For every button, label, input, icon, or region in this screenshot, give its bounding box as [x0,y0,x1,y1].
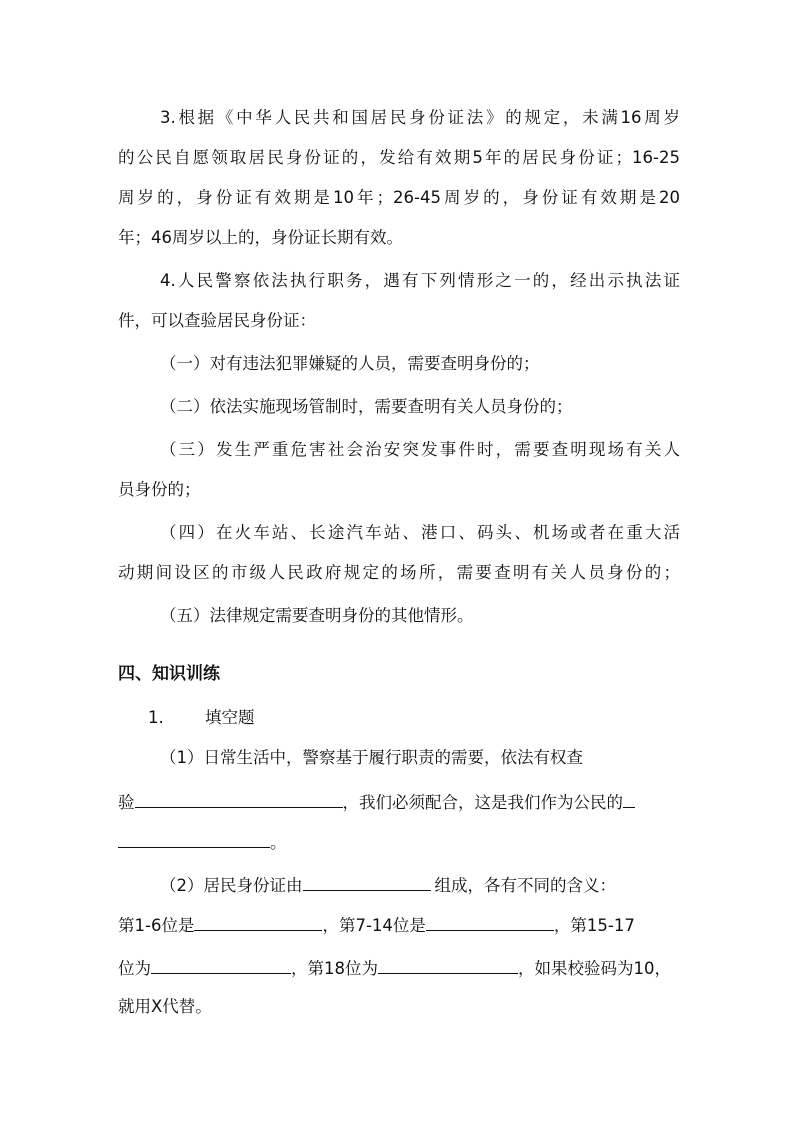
question-title: 填空题 [205,708,255,727]
paragraph-3-line-2: 的公民自愿领取居民身份证的，发给有效期5年的居民身份证；16-25 [118,148,680,167]
q1-text-b: ，我们必须配合，这是我们作为公民的 [342,793,623,812]
q1-blank-2[interactable] [118,829,270,848]
paragraph-3-line-3: 周岁的，身份证有效期是10年；26-45周岁的，身份证有效期是20 [118,188,680,207]
q1-text-a: 验 [118,793,135,812]
q2-text-h: ，如果校验码为10， [518,959,671,978]
list-item-5: （五）法律规定需要查明身份的其他情形。 [160,606,474,625]
q2-line-1 [160,872,616,898]
q2-text-a: （2）居民身份证由 [160,876,303,895]
list-item-4-line-2: 动期间设区的市级人民政府规定的场所，需要查明有关人员身份的； [118,563,680,582]
paragraph-3-line-4: 年；46周岁以上的，身份证长期有效。 [118,228,403,247]
q2-blank-4[interactable] [151,955,291,974]
q1-text-end: 。 [270,833,287,852]
section-title: 四、知识训练 [118,664,220,684]
list-item-4-line-1: （四）在火车站、长途汽车站、港口、码头、机场或者在重大活 [160,523,680,542]
q2-blank-2[interactable] [194,912,322,931]
q2-line-2 [118,912,635,938]
paragraph-4-line-2: 件，可以查验居民身份证： [118,311,316,330]
list-item-3-line-1: （三）发生严重危害社会治安突发事件时，需要查明现场有关人 [160,440,680,459]
q1-blank-2-start[interactable] [623,789,635,808]
q2-line-3 [118,955,671,981]
q2-text-c: 第1-6位是 [118,916,195,935]
list-item-1: （一）对有违法犯罪嫌疑的人员，需要查明身份的； [160,354,540,373]
paragraph-4-line-1: 4.人民警察依法执行职务，遇有下列情形之一的，经出示执法证 [160,271,680,290]
q2-text-g: ，第18位为 [291,959,378,978]
q1-blank-1[interactable] [135,789,343,808]
q2-text-e: ，第15-17 [553,916,635,935]
q2-blank-1[interactable] [303,872,431,891]
question-number: 1. [148,708,164,727]
q2-text-f: 位为 [118,959,151,978]
q1-line-1: （1）日常生活中，警察基于履行职责的需要，依法有权查 [160,748,583,767]
q2-text-b: 组成，各有不同的含义： [434,876,616,895]
q2-blank-3[interactable] [426,912,554,931]
list-item-2: （二）依法实施现场管制时，需要查明有关人员身份的； [160,397,573,416]
q2-blank-5[interactable] [378,955,518,974]
q1-line-2 [118,789,635,815]
q2-line-4: 就用X代替。 [118,997,212,1016]
paragraph-3-line-1: 3.根据《中华人民共和国居民身份证法》的规定，未满16周岁 [160,108,680,127]
list-item-3-line-2: 员身份的； [118,480,201,499]
q2-text-d: ，第7-14位是 [322,916,426,935]
q1-line-3 [118,829,287,855]
